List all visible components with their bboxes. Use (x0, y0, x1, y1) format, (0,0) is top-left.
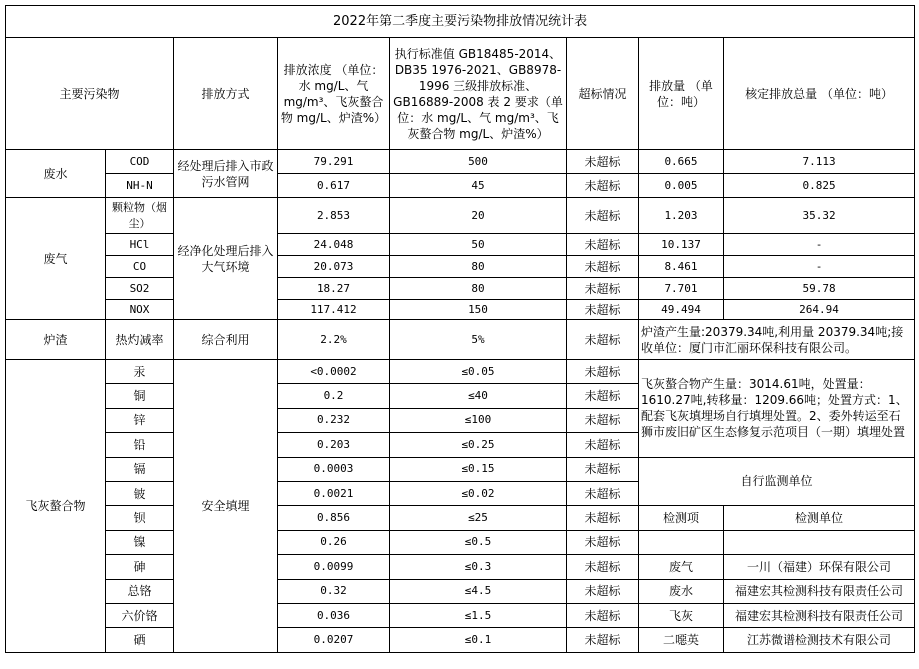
monitor-title: 自行监测单位 (639, 457, 915, 506)
conc-cell: 0.0099 (278, 555, 390, 579)
pollutant-item: 六价铬 (106, 603, 174, 627)
status-cell: 未超标 (567, 278, 639, 300)
status-cell: 未超标 (567, 300, 639, 320)
monitor-header-item: 检测项 (639, 506, 724, 530)
std-cell: ≤0.25 (390, 433, 567, 457)
std-cell: ≤0.3 (390, 555, 567, 579)
table-row (6, 278, 915, 300)
pollutant-item: HCl (106, 234, 174, 256)
conc-cell: 0.26 (278, 530, 390, 554)
table-row (6, 360, 915, 384)
total-cell: - (724, 234, 915, 256)
std-cell: ≤1.5 (390, 603, 567, 627)
std-cell: ≤0.15 (390, 457, 567, 481)
conc-cell: 2.853 (278, 198, 390, 234)
total-cell: 0.825 (724, 174, 915, 198)
monitor-unit: 福建宏其检测科技有限责任公司 (724, 579, 915, 603)
pollutant-item: 钡 (106, 506, 174, 530)
status-cell: 未超标 (567, 433, 639, 457)
std-cell: 50 (390, 234, 567, 256)
conc-cell: 0.617 (278, 174, 390, 198)
conc-cell: 79.291 (278, 150, 390, 174)
monitor-unit: 福建宏其检测科技有限责任公司 (724, 603, 915, 627)
method-cell: 经处理后排入市政污水管网 (174, 150, 278, 198)
pollutant-item: NH-N (106, 174, 174, 198)
std-cell: 45 (390, 174, 567, 198)
total-cell: 59.78 (724, 278, 915, 300)
pollutant-item: 颗粒物（烟尘） (106, 198, 174, 234)
table-row (6, 530, 915, 554)
std-cell: ≤0.1 (390, 628, 567, 652)
monitor-item: 废水 (639, 579, 724, 603)
pollutant-item: SO2 (106, 278, 174, 300)
status-cell: 未超标 (567, 457, 639, 481)
std-cell: 80 (390, 256, 567, 278)
std-cell: ≤25 (390, 506, 567, 530)
pollutant-item: 热灼减率 (106, 320, 174, 360)
group-label: 废气 (6, 198, 106, 320)
pollutant-item: 总铬 (106, 579, 174, 603)
method-cell: 综合利用 (174, 320, 278, 360)
amount-cell: 0.005 (639, 174, 724, 198)
pollutant-item: 铅 (106, 433, 174, 457)
status-cell: 未超标 (567, 506, 639, 530)
conc-cell: 0.0003 (278, 457, 390, 481)
std-cell: 5% (390, 320, 567, 360)
total-cell: - (724, 256, 915, 278)
table-row (6, 603, 915, 627)
std-cell: ≤0.5 (390, 530, 567, 554)
monitor-unit: 一川（福建）环保有限公司 (724, 555, 915, 579)
conc-cell: 0.2 (278, 384, 390, 408)
method-cell: 安全填埋 (174, 360, 278, 653)
monitor-blank (724, 530, 915, 554)
table-row (6, 506, 915, 530)
amount-cell: 0.665 (639, 150, 724, 174)
amount-cell: 10.137 (639, 234, 724, 256)
amount-cell: 49.494 (639, 300, 724, 320)
table-row (6, 555, 915, 579)
header-total: 核定排放总量 （单位：吨） (724, 38, 915, 150)
header-pollutant: 主要污染物 (6, 38, 174, 150)
header-method: 排放方式 (174, 38, 278, 150)
conc-cell: 0.0021 (278, 481, 390, 505)
slag-note: 炉渣产生量:20379.34吨,利用量 20379.34吨;接收单位：厦门市汇丽环保科技有限公司。 (639, 320, 915, 360)
status-cell: 未超标 (567, 603, 639, 627)
table-row (6, 150, 915, 174)
conc-cell: 24.048 (278, 234, 390, 256)
header-standard: 执行标准值 GB18485-2014、DB35 1976-2021、GB8978-1996 三级排放标准、GB16889-2008 表 2 要求（单位：水 mg/L、气 mg/m³、飞灰螯合物 mg/L、炉渣%） (390, 38, 567, 150)
status-cell: 未超标 (567, 384, 639, 408)
total-cell: 264.94 (724, 300, 915, 320)
total-cell: 35.32 (724, 198, 915, 234)
table-row (6, 457, 915, 481)
monitor-item: 二噁英 (639, 628, 724, 652)
pollutant-item: 镉 (106, 457, 174, 481)
table-row (6, 300, 915, 320)
conc-cell: 0.036 (278, 603, 390, 627)
status-cell: 未超标 (567, 174, 639, 198)
pollutant-item: 锌 (106, 408, 174, 432)
monitor-item: 飞灰 (639, 603, 724, 627)
monitor-header-unit: 检测单位 (724, 506, 915, 530)
status-cell: 未超标 (567, 579, 639, 603)
pollutant-item: 汞 (106, 360, 174, 384)
table-row (6, 198, 915, 234)
status-cell: 未超标 (567, 530, 639, 554)
std-cell: ≤40 (390, 384, 567, 408)
status-cell: 未超标 (567, 360, 639, 384)
status-cell: 未超标 (567, 481, 639, 505)
std-cell: 150 (390, 300, 567, 320)
std-cell: 20 (390, 198, 567, 234)
table-row (6, 174, 915, 198)
std-cell: 500 (390, 150, 567, 174)
conc-cell: 0.203 (278, 433, 390, 457)
conc-cell: 0.32 (278, 579, 390, 603)
emission-table (5, 5, 915, 653)
pollutant-item: 硒 (106, 628, 174, 652)
pollutant-item: 镍 (106, 530, 174, 554)
table-row (6, 579, 915, 603)
pollutant-item: COD (106, 150, 174, 174)
amount-cell: 8.461 (639, 256, 724, 278)
std-cell: 80 (390, 278, 567, 300)
table-row (6, 234, 915, 256)
status-cell: 未超标 (567, 234, 639, 256)
header-concentration: 排放浓度 （单位：水 mg/L、气 mg/m³、飞灰螯合物 mg/L、炉渣%） (278, 38, 390, 150)
ash-note: 飞灰螯合物产生量：3014.61吨，处置量：1610.27吨,转移量：1209.66吨；处置方式：1、配套飞灰填埋场自行填埋处置。2、委外转运至石狮市废旧矿区生态修复示范项目（一期）填埋处置 (639, 360, 915, 458)
pollutant-item: CO (106, 256, 174, 278)
conc-cell: 0.0207 (278, 628, 390, 652)
std-cell: ≤0.05 (390, 360, 567, 384)
conc-cell: 2.2% (278, 320, 390, 360)
header-exceed: 超标情况 (567, 38, 639, 150)
total-cell: 7.113 (724, 150, 915, 174)
conc-cell: 0.232 (278, 408, 390, 432)
std-cell: ≤100 (390, 408, 567, 432)
table-row (6, 320, 915, 360)
status-cell: 未超标 (567, 256, 639, 278)
monitor-blank (639, 530, 724, 554)
pollutant-item: 砷 (106, 555, 174, 579)
monitor-item: 废气 (639, 555, 724, 579)
conc-cell: 18.27 (278, 278, 390, 300)
group-label: 飞灰螯合物 (6, 360, 106, 653)
group-label: 炉渣 (6, 320, 106, 360)
amount-cell: 7.701 (639, 278, 724, 300)
header-amount: 排放量 （单位：吨） (639, 38, 724, 150)
group-label: 废水 (6, 150, 106, 198)
table-row (6, 256, 915, 278)
pollutant-item: NOX (106, 300, 174, 320)
status-cell: 未超标 (567, 198, 639, 234)
conc-cell: 0.856 (278, 506, 390, 530)
status-cell: 未超标 (567, 628, 639, 652)
conc-cell: 117.412 (278, 300, 390, 320)
conc-cell: <0.0002 (278, 360, 390, 384)
method-cell: 经净化处理后排入大气环境 (174, 198, 278, 320)
status-cell: 未超标 (567, 150, 639, 174)
table-title: 2022年第二季度主要污染物排放情况统计表 (6, 6, 915, 38)
status-cell: 未超标 (567, 320, 639, 360)
table-row (6, 628, 915, 652)
conc-cell: 20.073 (278, 256, 390, 278)
std-cell: ≤0.02 (390, 481, 567, 505)
status-cell: 未超标 (567, 408, 639, 432)
status-cell: 未超标 (567, 555, 639, 579)
pollutant-item: 铜 (106, 384, 174, 408)
pollutant-item: 铍 (106, 481, 174, 505)
amount-cell: 1.203 (639, 198, 724, 234)
std-cell: ≤4.5 (390, 579, 567, 603)
monitor-unit: 江苏微谱检测技术有限公司 (724, 628, 915, 652)
